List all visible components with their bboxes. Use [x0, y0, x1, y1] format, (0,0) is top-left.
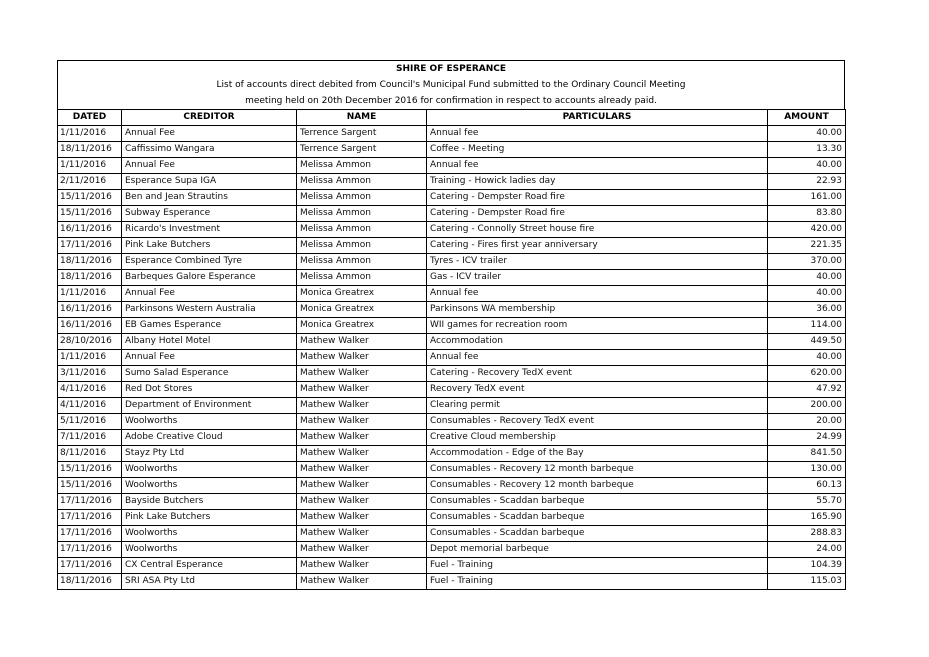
- cell-name: Mathew Walker: [297, 398, 427, 414]
- cell-amount: 104.39: [768, 558, 846, 574]
- cell-name: Mathew Walker: [297, 366, 427, 382]
- cell-creditor: Department of Environment: [122, 398, 297, 414]
- column-header-particulars: PARTICULARS: [427, 110, 768, 126]
- cell-creditor: Subway Esperance: [122, 206, 297, 222]
- report-header: [57, 60, 845, 109]
- cell-creditor: Woolworths: [122, 414, 297, 430]
- cell-dated: 17/11/2016: [58, 238, 122, 254]
- table-row: [58, 558, 846, 574]
- cell-dated: 1/11/2016: [58, 286, 122, 302]
- table-row: [58, 510, 846, 526]
- table-row: [58, 302, 846, 318]
- cell-particulars: Coffee - Meeting: [427, 142, 768, 158]
- cell-amount: 40.00: [768, 158, 846, 174]
- cell-dated: 18/11/2016: [58, 270, 122, 286]
- column-header-name: NAME: [297, 110, 427, 126]
- cell-creditor: Annual Fee: [122, 126, 297, 142]
- cell-amount: 24.99: [768, 430, 846, 446]
- cell-amount: 288.83: [768, 526, 846, 542]
- cell-dated: 16/11/2016: [58, 222, 122, 238]
- cell-creditor: Barbeques Galore Esperance: [122, 270, 297, 286]
- cell-particulars: Tyres - ICV trailer: [427, 254, 768, 270]
- cell-name: Mathew Walker: [297, 430, 427, 446]
- table-row: [58, 206, 846, 222]
- cell-particulars: Consumables - Recovery 12 month barbeque: [427, 462, 768, 478]
- column-header-amount: AMOUNT: [768, 110, 846, 126]
- cell-name: Melissa Ammon: [297, 270, 427, 286]
- table-row: [58, 318, 846, 334]
- cell-dated: 7/11/2016: [58, 430, 122, 446]
- cell-amount: 22.93: [768, 174, 846, 190]
- cell-name: Melissa Ammon: [297, 238, 427, 254]
- cell-creditor: Bayside Butchers: [122, 494, 297, 510]
- cell-dated: 15/11/2016: [58, 478, 122, 494]
- cell-amount: 114.00: [768, 318, 846, 334]
- cell-particulars: Accommodation - Edge of the Bay: [427, 446, 768, 462]
- table-row: [58, 126, 846, 142]
- cell-creditor: Stayz Pty Ltd: [122, 446, 297, 462]
- cell-name: Mathew Walker: [297, 510, 427, 526]
- cell-name: Mathew Walker: [297, 558, 427, 574]
- cell-particulars: Gas - ICV trailer: [427, 270, 768, 286]
- column-header-dated: DATED: [58, 110, 122, 126]
- cell-particulars: Consumables - Recovery TedX event: [427, 414, 768, 430]
- table-row: [58, 270, 846, 286]
- cell-creditor: Woolworths: [122, 478, 297, 494]
- cell-amount: 370.00: [768, 254, 846, 270]
- cell-name: Monica Greatrex: [297, 302, 427, 318]
- cell-particulars: Consumables - Recovery 12 month barbeque: [427, 478, 768, 494]
- table-row: [58, 238, 846, 254]
- cell-creditor: EB Games Esperance: [122, 318, 297, 334]
- table-row: [58, 222, 846, 238]
- cell-amount: 60.13: [768, 478, 846, 494]
- cell-amount: 40.00: [768, 286, 846, 302]
- cell-amount: 165.90: [768, 510, 846, 526]
- cell-creditor: Adobe Creative Cloud: [122, 430, 297, 446]
- cell-creditor: CX Central Esperance: [122, 558, 297, 574]
- report-subtitle-line-1: List of accounts direct debited from Council's Municipal Fund submitted to the Ordinary Council Meeting: [216, 80, 686, 90]
- cell-dated: 2/11/2016: [58, 174, 122, 190]
- cell-dated: 1/11/2016: [58, 158, 122, 174]
- cell-dated: 16/11/2016: [58, 302, 122, 318]
- accounts-sheet: [57, 60, 845, 590]
- cell-creditor: Pink Lake Butchers: [122, 238, 297, 254]
- cell-amount: 130.00: [768, 462, 846, 478]
- cell-dated: 18/11/2016: [58, 574, 122, 590]
- cell-particulars: Training - Howick ladies day: [427, 174, 768, 190]
- cell-dated: 15/11/2016: [58, 462, 122, 478]
- cell-creditor: Parkinsons Western Australia: [122, 302, 297, 318]
- table-row: [58, 414, 846, 430]
- cell-dated: 17/11/2016: [58, 494, 122, 510]
- cell-amount: 449.50: [768, 334, 846, 350]
- cell-amount: 40.00: [768, 126, 846, 142]
- cell-particulars: Catering - Connolly Street house fire: [427, 222, 768, 238]
- cell-amount: 55.70: [768, 494, 846, 510]
- cell-creditor: Ben and Jean Strautins: [122, 190, 297, 206]
- cell-particulars: Catering - Fires first year anniversary: [427, 238, 768, 254]
- cell-creditor: Esperance Supa IGA: [122, 174, 297, 190]
- table-row: [58, 430, 846, 446]
- cell-particulars: Clearing permit: [427, 398, 768, 414]
- cell-amount: 13.30: [768, 142, 846, 158]
- accounts-table: [57, 109, 846, 590]
- cell-name: Monica Greatrex: [297, 318, 427, 334]
- cell-name: Mathew Walker: [297, 526, 427, 542]
- cell-creditor: Woolworths: [122, 462, 297, 478]
- cell-creditor: Annual Fee: [122, 286, 297, 302]
- report-subtitle-line-2: meeting held on 20th December 2016 for confirmation in respect to accounts already paid.: [245, 96, 657, 106]
- cell-name: Melissa Ammon: [297, 254, 427, 270]
- cell-particulars: Annual fee: [427, 158, 768, 174]
- cell-dated: 17/11/2016: [58, 510, 122, 526]
- table-row: [58, 398, 846, 414]
- cell-amount: 115.03: [768, 574, 846, 590]
- cell-dated: 28/10/2016: [58, 334, 122, 350]
- cell-amount: 200.00: [768, 398, 846, 414]
- cell-dated: 5/11/2016: [58, 414, 122, 430]
- cell-amount: 83.80: [768, 206, 846, 222]
- cell-dated: 15/11/2016: [58, 190, 122, 206]
- cell-creditor: Annual Fee: [122, 158, 297, 174]
- cell-particulars: Catering - Dempster Road fire: [427, 190, 768, 206]
- cell-name: Mathew Walker: [297, 446, 427, 462]
- cell-name: Mathew Walker: [297, 382, 427, 398]
- table-row: [58, 350, 846, 366]
- table-row: [58, 526, 846, 542]
- cell-name: Melissa Ammon: [297, 222, 427, 238]
- cell-dated: 4/11/2016: [58, 398, 122, 414]
- cell-amount: 841.50: [768, 446, 846, 462]
- cell-amount: 47.92: [768, 382, 846, 398]
- cell-particulars: Consumables - Scaddan barbeque: [427, 510, 768, 526]
- cell-dated: 8/11/2016: [58, 446, 122, 462]
- table-row: [58, 158, 846, 174]
- cell-dated: 17/11/2016: [58, 526, 122, 542]
- table-header-row: [58, 110, 846, 126]
- cell-dated: 4/11/2016: [58, 382, 122, 398]
- cell-dated: 17/11/2016: [58, 558, 122, 574]
- cell-name: Melissa Ammon: [297, 190, 427, 206]
- cell-amount: 40.00: [768, 350, 846, 366]
- cell-dated: 17/11/2016: [58, 542, 122, 558]
- cell-amount: 420.00: [768, 222, 846, 238]
- cell-creditor: Pink Lake Butchers: [122, 510, 297, 526]
- cell-particulars: Consumables - Scaddan barbeque: [427, 494, 768, 510]
- table-row: [58, 190, 846, 206]
- cell-name: Melissa Ammon: [297, 158, 427, 174]
- cell-amount: 20.00: [768, 414, 846, 430]
- table-row: [58, 254, 846, 270]
- table-row: [58, 574, 846, 590]
- cell-dated: 16/11/2016: [58, 318, 122, 334]
- cell-dated: 18/11/2016: [58, 254, 122, 270]
- cell-name: Terrence Sargent: [297, 142, 427, 158]
- table-row: [58, 446, 846, 462]
- cell-amount: 40.00: [768, 270, 846, 286]
- cell-name: Terrence Sargent: [297, 126, 427, 142]
- table-row: [58, 142, 846, 158]
- cell-creditor: Ricardo's Investment: [122, 222, 297, 238]
- cell-dated: 3/11/2016: [58, 366, 122, 382]
- cell-name: Monica Greatrex: [297, 286, 427, 302]
- cell-amount: 36.00: [768, 302, 846, 318]
- table-row: [58, 382, 846, 398]
- cell-name: Mathew Walker: [297, 414, 427, 430]
- cell-creditor: Annual Fee: [122, 350, 297, 366]
- cell-creditor: Albany Hotel Motel: [122, 334, 297, 350]
- cell-particulars: Consumables - Scaddan barbeque: [427, 526, 768, 542]
- cell-creditor: SRI ASA Pty Ltd: [122, 574, 297, 590]
- cell-creditor: Sumo Salad Esperance: [122, 366, 297, 382]
- cell-creditor: Esperance Combined Tyre: [122, 254, 297, 270]
- cell-creditor: Caffissimo Wangara: [122, 142, 297, 158]
- cell-dated: 15/11/2016: [58, 206, 122, 222]
- table-row: [58, 174, 846, 190]
- cell-amount: 620.00: [768, 366, 846, 382]
- cell-amount: 24.00: [768, 542, 846, 558]
- cell-particulars: Fuel - Training: [427, 574, 768, 590]
- cell-dated: 1/11/2016: [58, 126, 122, 142]
- cell-amount: 161.00: [768, 190, 846, 206]
- cell-creditor: Red Dot Stores: [122, 382, 297, 398]
- cell-particulars: WII games for recreation room: [427, 318, 768, 334]
- cell-particulars: Fuel - Training: [427, 558, 768, 574]
- table-row: [58, 286, 846, 302]
- cell-particulars: Parkinsons WA membership: [427, 302, 768, 318]
- table-row: [58, 542, 846, 558]
- cell-name: Mathew Walker: [297, 350, 427, 366]
- cell-particulars: Catering - Recovery TedX event: [427, 366, 768, 382]
- cell-creditor: Woolworths: [122, 526, 297, 542]
- cell-dated: 18/11/2016: [58, 142, 122, 158]
- cell-particulars: Annual fee: [427, 286, 768, 302]
- cell-particulars: Catering - Dempster Road fire: [427, 206, 768, 222]
- cell-name: Mathew Walker: [297, 478, 427, 494]
- cell-name: Mathew Walker: [297, 462, 427, 478]
- column-header-creditor: CREDITOR: [122, 110, 297, 126]
- table-row: [58, 494, 846, 510]
- cell-name: Mathew Walker: [297, 574, 427, 590]
- cell-name: Mathew Walker: [297, 542, 427, 558]
- table-row: [58, 366, 846, 382]
- table-row: [58, 478, 846, 494]
- cell-particulars: Annual fee: [427, 126, 768, 142]
- table-row: [58, 462, 846, 478]
- cell-particulars: Annual fee: [427, 350, 768, 366]
- cell-dated: 1/11/2016: [58, 350, 122, 366]
- cell-amount: 221.35: [768, 238, 846, 254]
- cell-creditor: Woolworths: [122, 542, 297, 558]
- cell-particulars: Accommodation: [427, 334, 768, 350]
- report-title: SHIRE OF ESPERANCE: [395, 64, 507, 74]
- cell-name: Mathew Walker: [297, 494, 427, 510]
- cell-particulars: Creative Cloud membership: [427, 430, 768, 446]
- cell-name: Mathew Walker: [297, 334, 427, 350]
- cell-particulars: Depot memorial barbeque: [427, 542, 768, 558]
- cell-name: Melissa Ammon: [297, 206, 427, 222]
- cell-particulars: Recovery TedX event: [427, 382, 768, 398]
- table-body: [58, 126, 846, 590]
- table-row: [58, 334, 846, 350]
- cell-name: Melissa Ammon: [297, 174, 427, 190]
